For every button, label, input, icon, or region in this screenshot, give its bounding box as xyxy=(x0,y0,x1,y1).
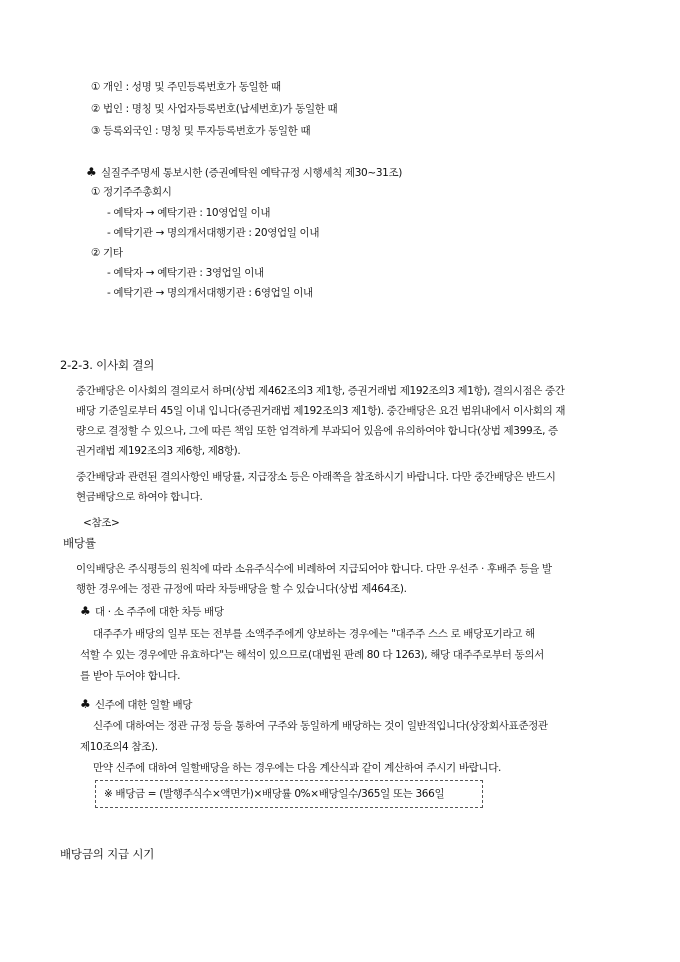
notice-line: - 예탁기관 → 명의개서대행기관 : 20영업일 이내 xyxy=(107,227,320,239)
dividend-title: 배당률 xyxy=(63,536,96,550)
identity-rule-individual: ① 개인 : 성명 및 주민등록번호가 동일한 때 xyxy=(91,81,281,93)
paragraph-line: 만약 신주에 대하여 일할배당을 하는 경우에는 다음 계산식과 같이 계산하여 주시기 바랍니다. xyxy=(93,762,501,774)
identity-rule-corporation: ② 법인 : 명칭 및 사업자등록번호(납세번호)가 동일한 때 xyxy=(91,103,338,115)
reference-label: <참조> xyxy=(83,517,120,529)
club-icon: ♣ xyxy=(80,697,91,711)
newshare-title-text: 신주에 대한 일할 배당 xyxy=(95,699,193,711)
paragraph-line: 행한 경우에는 정관 규정에 따라 차등배당을 할 수 있습니다(상법 제464조). xyxy=(76,583,407,595)
paragraph-line: 중간배당과 관련된 결의사항인 배당률, 지급장소 등은 아래쪽을 참조하시기 바랍니다. 다만 중간배당은 반드시 xyxy=(76,471,556,483)
formula-text: ※ 배당금 = (발행주식수×액면가)×배당률 0%×배당일수/365일 또는 366일 xyxy=(104,788,445,800)
newshare-title xyxy=(80,697,192,712)
notice-line: - 예탁기관 → 명의개서대행기관 : 6영업일 이내 xyxy=(107,287,313,299)
paragraph-line: 신주에 대하여는 정관 규정 등을 통하여 구주와 동일하게 배당하는 것이 일반적입니다(상장회사표준정관 xyxy=(93,720,548,732)
section-title: 2-2-3. 이사회 결의 xyxy=(60,358,155,372)
notice-title xyxy=(86,165,402,180)
notice-line: - 예탁자 → 예탁기관 : 10영업일 이내 xyxy=(107,207,271,219)
notice-title-text: 실질주주명세 통보시한 (증권예탁원 예탁규정 시행세칙 제30~31조) xyxy=(101,167,403,179)
paragraph-line: 를 받아 두어야 합니다. xyxy=(80,670,181,682)
club-icon: ♣ xyxy=(86,165,97,179)
formula-box xyxy=(95,780,483,808)
paragraph-line: 권거래법 제192조의3 제6항, 제8항). xyxy=(76,445,241,457)
paragraph-line: 량으로 결정할 수 있으나, 그에 따른 책임 또한 엄격하게 부과되어 있음에 유의하여야 합니다(상법 제399조, 증 xyxy=(76,425,558,437)
club-icon: ♣ xyxy=(80,604,91,618)
paragraph-line: 제10조의4 참조). xyxy=(80,741,158,753)
diff-title xyxy=(80,604,224,619)
paragraph-line: 중간배당은 이사회의 결의로서 하며(상법 제462조의3 제1항, 증권거래법 제192조의3 제1항), 결의시점은 중간 xyxy=(76,385,565,397)
notice-item-label: ② 기타 xyxy=(91,247,123,259)
paragraph-line: 석할 수 있는 경우에만 유효하다"는 해석이 있으므로(대법원 판례 80 다 1263), 해당 대주주로부터 동의서 xyxy=(80,649,544,661)
notice-item-label: ① 정기주주총회시 xyxy=(91,186,172,198)
notice-line: - 예탁자 → 예탁기관 : 3영업일 이내 xyxy=(107,267,264,279)
diff-title-text: 대 · 소 주주에 대한 차등 배당 xyxy=(95,606,224,618)
paragraph-line: 현금배당으로 하여야 합니다. xyxy=(76,491,203,503)
paragraph-line: 배당 기준일로부터 45일 이내 입니다(증권거래법 제192조의3 제1항). 중간배당은 요건 범위내에서 이사회의 재 xyxy=(76,405,566,417)
identity-rule-foreigner: ③ 등록외국인 : 명칭 및 투자등록번호가 동일한 때 xyxy=(91,125,311,137)
paragraph-line: 대주주가 배당의 일부 또는 전부를 소액주주에게 양보하는 경우에는 "대주주 스스 로 배당포기라고 해 xyxy=(93,628,535,640)
paragraph-line: 이익배당은 주식평등의 원칙에 따라 소유주식수에 비례하여 지급되어야 합니다. 다만 우선주 · 후배주 등을 발 xyxy=(76,563,552,575)
payment-title: 배당금의 지급 시기 xyxy=(60,847,155,861)
